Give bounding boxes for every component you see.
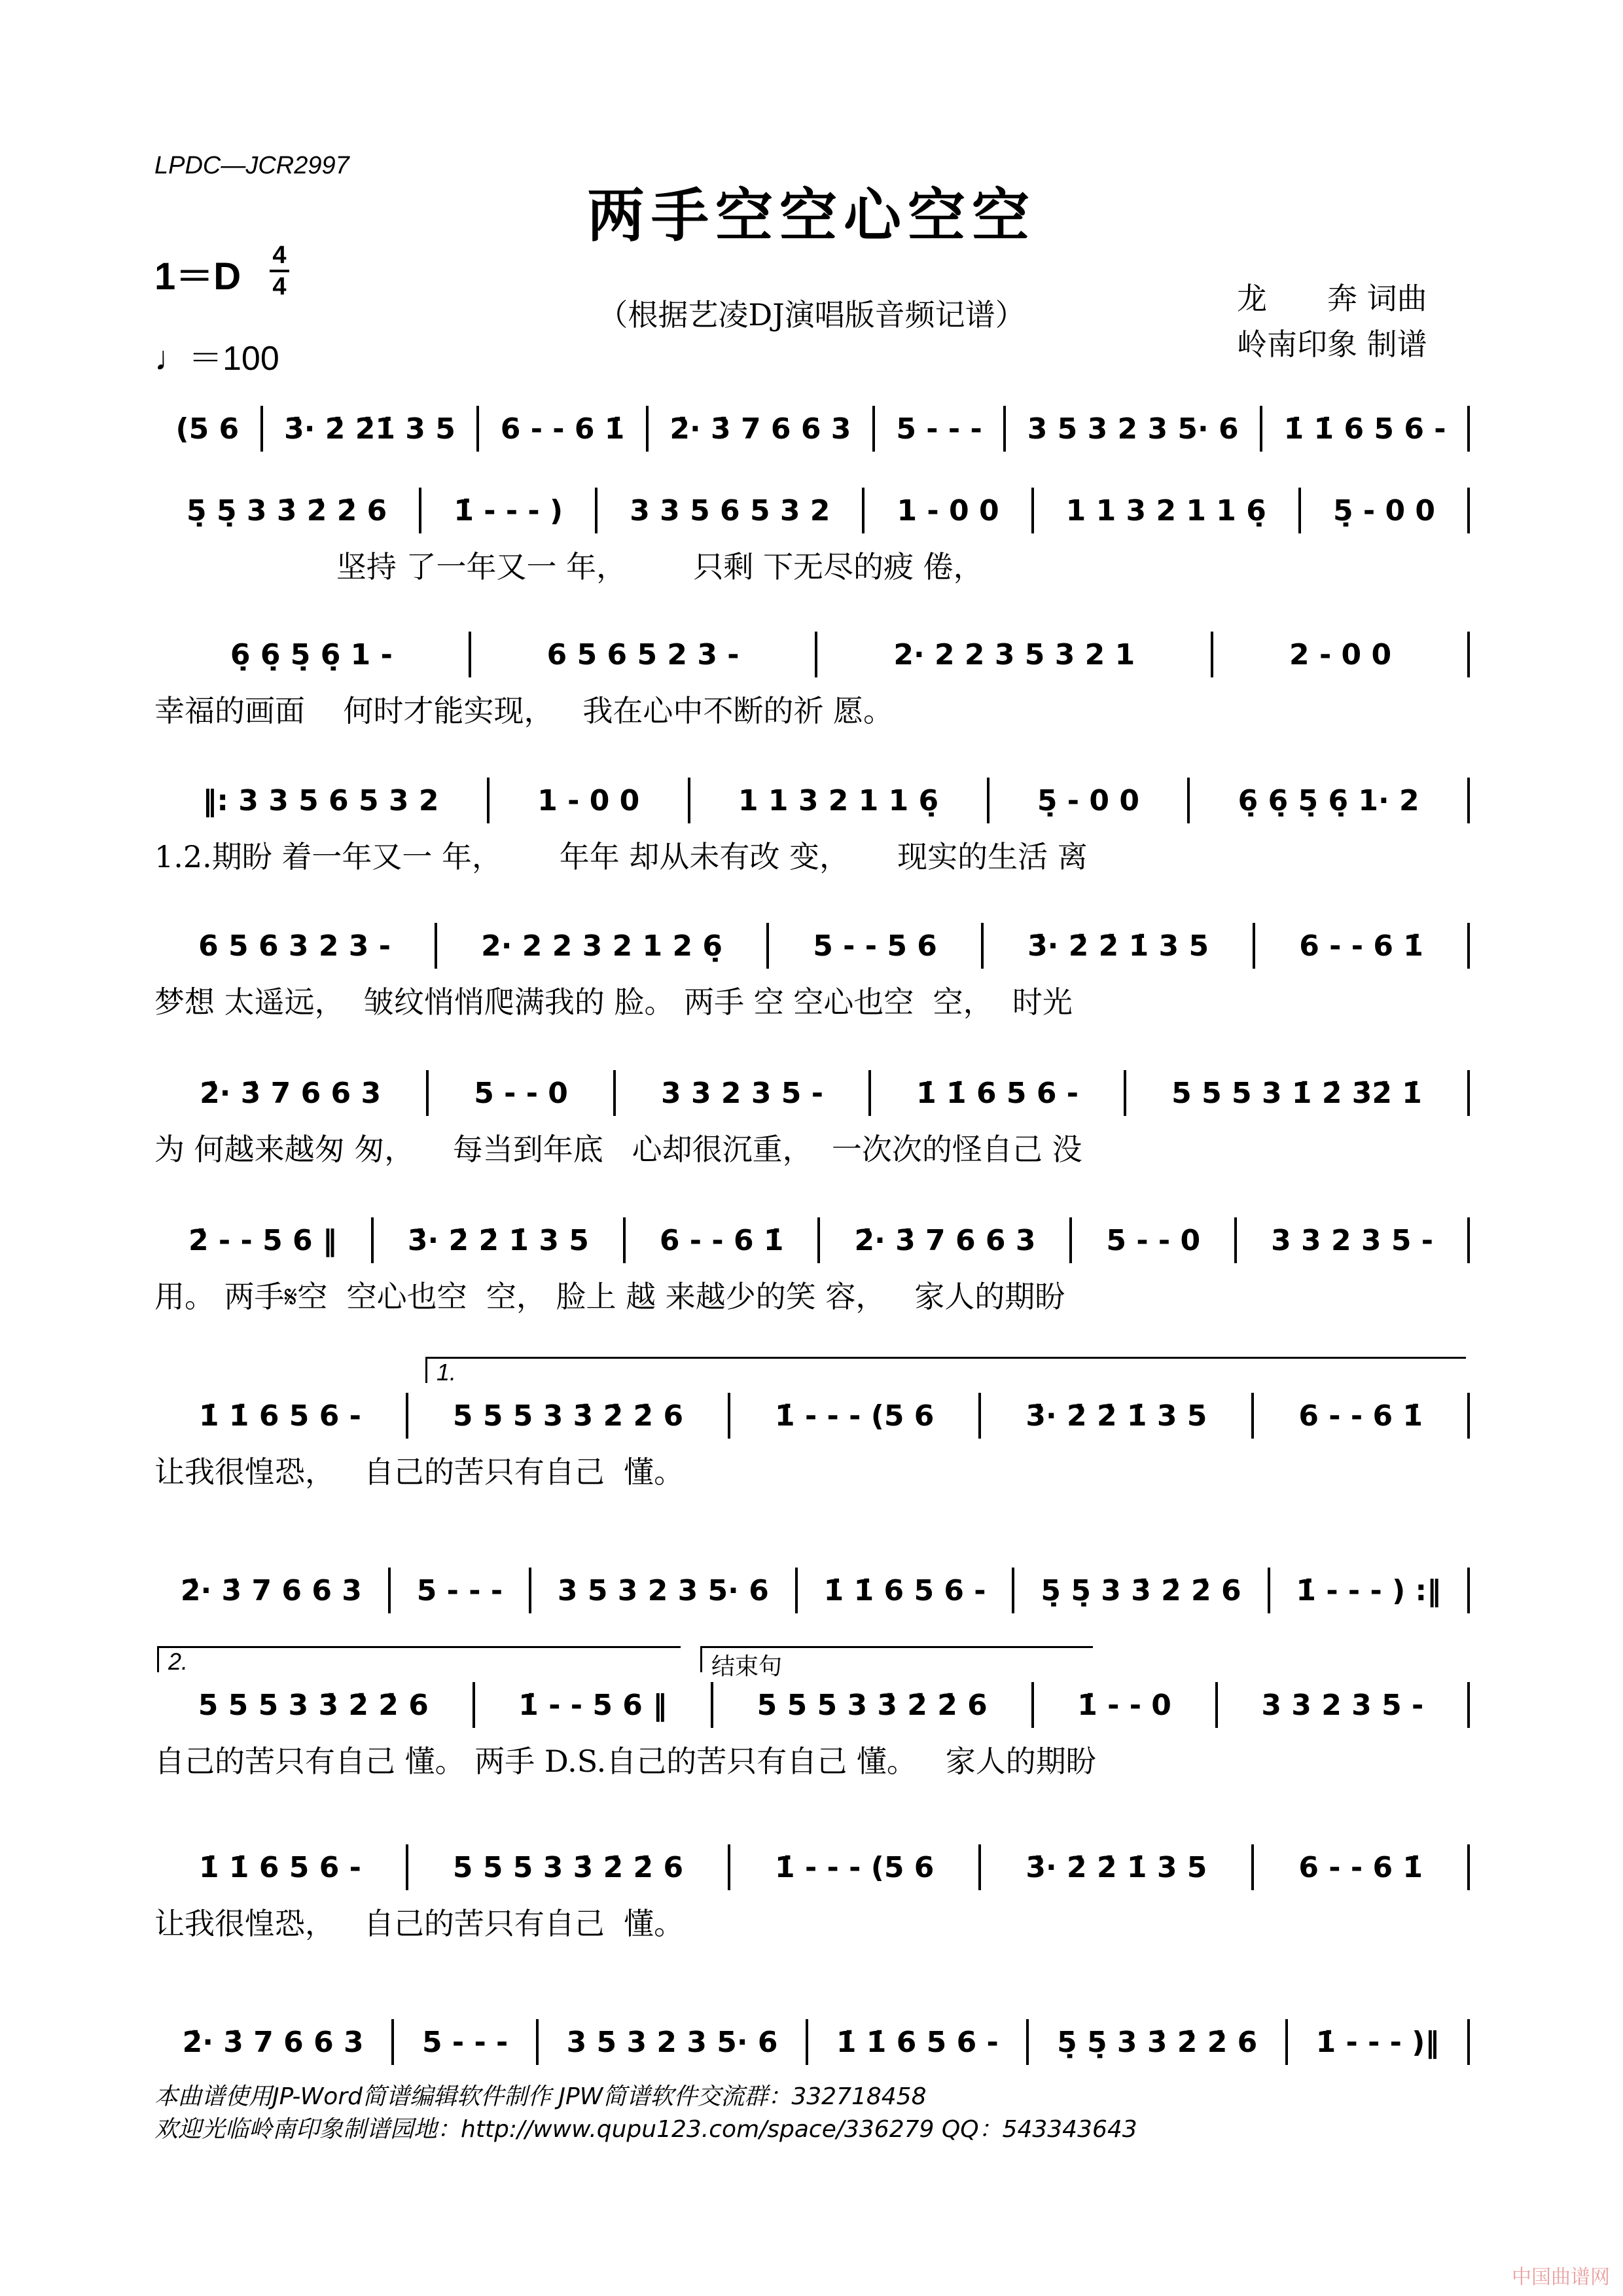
measure: 1̇ - - 5 6 ‖	[475, 1682, 713, 1728]
staff-system	[154, 632, 1470, 677]
measure: 1̇ 1̇ 6 5 6 -	[154, 1393, 408, 1439]
measure: 3 5 3 2 3 5· 6	[539, 2019, 808, 2065]
measure: 6 5 6 3 2 3 -	[154, 923, 437, 969]
footer-line-2: 欢迎光临岭南印象制谱园地：http://www.qupu123.com/space/336279 QQ：543343643	[154, 2116, 1137, 2143]
staff-system	[154, 1682, 1470, 1728]
measure: 2̇· 3̇ 7 6 6 3	[820, 1217, 1072, 1263]
measure: 5 - - 0	[1072, 1217, 1237, 1263]
measure: 6 - - 6 1̇	[626, 1217, 821, 1263]
time-bottom: 4	[272, 273, 287, 300]
measure: 1 1 3 2 1 1 6̣	[690, 778, 990, 823]
staff-system	[154, 1217, 1470, 1263]
measure: 5 - - -	[875, 406, 1006, 452]
measure: 1 - 0 0	[490, 778, 690, 823]
measure: 2· 2 2 3 2 1 2 6̣	[437, 923, 769, 969]
measure: 1̇ - - - ) :‖	[1270, 1568, 1471, 1613]
lyrics-line: 1.2.期盼 着一年又一 年， 年年 却从未有改 变， 现实的生活 离	[154, 839, 1088, 874]
measure: 1 - 0 0	[865, 488, 1033, 533]
measure: 5 - - -	[391, 1568, 531, 1613]
measure: 2̇· 3̇ 7 6 6 3	[154, 1568, 391, 1613]
volta-bracket: 2.	[157, 1646, 681, 1672]
lyrics-line: 自己的苦只有自己 懂。 两手 D.S.自己的苦只有自己 懂。 家人的期盼	[154, 1744, 1096, 1779]
measure: 2̇· 3̇ 7 6 6 3	[649, 406, 875, 452]
time-line	[270, 270, 289, 272]
measure: 3 5 3 2 3 5· 6	[531, 1568, 798, 1613]
measure: 2̇· 3̇ 7 6 6 3	[154, 1070, 429, 1116]
measure: 1̇ - - - )	[421, 488, 597, 533]
measure: 3̇· 2̇ 2̇ 1̇ 3 5	[374, 1217, 626, 1263]
measure: 5 5 5 3 1̇ 2̇ 3̇2̇ 1̇	[1126, 1070, 1470, 1116]
measure: 1̇ - - - (5 6	[730, 1393, 981, 1439]
time-top: 4	[272, 242, 287, 269]
measure: 5̣ - 0 0	[990, 778, 1190, 823]
lyrics-line: 梦想 太遥远， 皱纹悄悄爬满我的 脸。 两手 空 空心也空 空， 时光	[154, 984, 1073, 1020]
key-signature: 1＝D	[154, 255, 241, 298]
measure: 2 - 0 0	[1213, 632, 1470, 677]
measure: 1̇ - - - (5 6	[730, 1844, 981, 1890]
credit-notation: 岭南印象 制谱	[1237, 327, 1427, 362]
watermark: 中国曲谱网	[1512, 2266, 1610, 2289]
measure: 3 5 3 2 3 5· 6	[1006, 406, 1262, 452]
song-title: 两手空空心空空	[586, 181, 1036, 249]
measure: 2̇ - - 5 6 ‖	[154, 1217, 374, 1263]
measure: 1̇ 1̇ 6 5 6 -	[798, 1568, 1015, 1613]
footer-line-1: 本曲谱使用JP-Word简谱编辑软件制作 JPW简谱软件交流群：332718458	[154, 2083, 927, 2110]
measure: 3̇· 2̇ 2̇ 1̇ 3 5	[981, 1844, 1254, 1890]
measure: ‖: 3 3 5 6 5 3 2	[154, 778, 490, 823]
measure: 3̇· 2̇ 2̇1̇ 3 5	[263, 406, 480, 452]
lyrics-line: 让我很惶恐， 自己的苦只有自己 懂。	[154, 1454, 685, 1490]
measure: 2̇· 3̇ 7 6 6 3	[154, 2019, 394, 2065]
staff-system	[154, 1568, 1470, 1613]
measure: 5̣ 5̣ 3 3̇ 2̇ 2̇ 6	[1029, 2019, 1288, 2065]
measure: 1̇ 1̇ 6 5 6 -	[1262, 406, 1470, 452]
volta-bracket: 1.	[425, 1357, 1466, 1383]
measure: 3 3 5 6 5 3 2	[597, 488, 865, 533]
measure: 1̇ 1̇ 6 5 6 -	[154, 1844, 408, 1890]
measure: 1̇ 1̇ 6 5 6 -	[808, 2019, 1029, 2065]
measure: 5 - - 5 6	[769, 923, 984, 969]
lyrics-line: 幸福的画面 何时才能实现， 我在心中不断的祈 愿。	[154, 693, 893, 728]
staff-system	[154, 1844, 1470, 1890]
lyrics-line: 坚持 了一年又一 年， 只剩 下无尽的疲 倦，	[154, 549, 984, 584]
measure: 1̇ 1̇ 6 5 6 -	[871, 1070, 1126, 1116]
lyrics-line: 让我很惶恐， 自己的苦只有自己 懂。	[154, 1906, 685, 1941]
measure: 5̣ - 0 0	[1301, 488, 1470, 533]
measure: 3 3 2 3 5 -	[616, 1070, 871, 1116]
staff-system	[154, 923, 1470, 969]
subtitle: （根据艺凌DJ演唱版音频记谱）	[597, 297, 1026, 332]
measure: 6 5 6 5 2 3 -	[471, 632, 818, 677]
tempo-marking: ♩＝100	[154, 340, 279, 378]
measure: 1̇ - - - )‖	[1288, 2019, 1470, 2065]
measure: 5 5 5 3 3̇ 2̇ 2̇ 6	[408, 1393, 730, 1439]
measure: 1 1 3 2 1 1 6̣	[1034, 488, 1301, 533]
ending-label: 结束句	[700, 1646, 1093, 1672]
score-code: LPDC—JCR2997	[154, 152, 349, 179]
lyrics-line: 用。 两手𝄋空 空心也空 空， 脸上 越 来越少的笑 容， 家人的期盼	[154, 1279, 1065, 1314]
measure: 3 3 2 3 5 -	[1218, 1682, 1470, 1728]
staff-system	[154, 406, 1470, 452]
measure: 5 5 5 3 3̇ 2̇ 2̇ 6	[408, 1844, 730, 1890]
staff-system	[154, 778, 1470, 823]
credit-lyrics-music: 龙 奔 词曲	[1237, 281, 1427, 316]
measure: 6 - - 6 1̇	[479, 406, 649, 452]
measure: (5 6	[154, 406, 263, 452]
measure: 6̣ 6̣ 5̣ 6̣ 1 -	[154, 632, 471, 677]
measure: 6 - - 6 1̇	[1255, 923, 1470, 969]
measure: 6 - - 6 1̇	[1254, 1844, 1470, 1890]
staff-system	[154, 2019, 1470, 2065]
measure: 6 - - 6 1̇	[1254, 1393, 1470, 1439]
measure: 5 5 5 3 3̇ 2̇ 2̇ 6	[713, 1682, 1034, 1728]
measure: 5 - - -	[394, 2019, 539, 2065]
measure: 6̣ 6̣ 5̣ 6̣ 1· 2	[1190, 778, 1470, 823]
measure: 5̣ 5̣ 3 3̇ 2̇ 2̇ 6	[154, 488, 421, 533]
staff-system	[154, 1070, 1470, 1116]
measure: 5 - - 0	[429, 1070, 616, 1116]
lyrics-line: 为 何越来越匆 匆， 每当到年底 心却很沉重， 一次次的怪自己 没	[154, 1132, 1082, 1167]
measure: 2· 2 2 3 5 3 2 1	[817, 632, 1213, 677]
measure: 5 5 5 3 3̇ 2̇ 2̇ 6	[154, 1682, 475, 1728]
measure: 3̇· 2̇ 2̇ 1̇ 3 5	[981, 1393, 1254, 1439]
measure: 3̇· 2̇ 2̇ 1̇ 3 5	[984, 923, 1255, 969]
measure: 1̇ - - 0	[1034, 1682, 1218, 1728]
staff-system	[154, 488, 1470, 533]
staff-system	[154, 1393, 1470, 1439]
measure: 3 3 2 3 5 -	[1237, 1217, 1470, 1263]
measure: 5̣ 5̣ 3 3̇ 2̇ 2̇ 6	[1014, 1568, 1270, 1613]
